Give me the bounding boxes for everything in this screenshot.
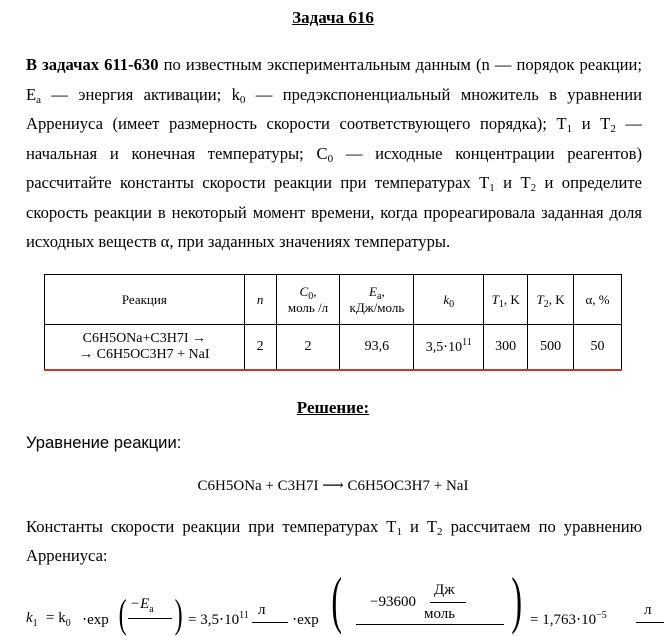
sup: 11 [239, 610, 249, 621]
t1-sym: T [491, 291, 499, 307]
sub: 1 [32, 618, 38, 629]
arrhenius-formula [26, 564, 666, 636]
value-k0 [188, 610, 249, 629]
data-table [44, 274, 622, 371]
paren-open-big: ( [331, 564, 342, 635]
t1-unit: , K [503, 291, 520, 307]
formula-eq1 [46, 610, 71, 629]
sub: a [36, 93, 42, 106]
fraction-line-big [356, 624, 504, 625]
fraction-line [430, 602, 466, 603]
text: и T [401, 517, 438, 536]
header-alpha: α, % [574, 275, 622, 325]
paren-open: ( [118, 591, 127, 636]
sub: 1 [566, 123, 573, 135]
paren-close-big: ) [511, 564, 522, 635]
reaction-equation: C6H5ONa + C3H7I ⟶ C6H5OC3H7 + NaI [197, 478, 469, 494]
sub: 2 [437, 526, 443, 538]
statement-text: по известным экспериментальным данным (n — порядок реакции; E [26, 55, 643, 104]
exp-word-2: ⋅exp [292, 612, 319, 628]
table-header-row [45, 275, 622, 325]
unit-l: л [258, 602, 266, 618]
statement-text: — энергия активации; k [41, 84, 240, 104]
k0-mantissa: 3,5⋅10 [425, 339, 463, 355]
sub: a [149, 604, 154, 615]
unit-mol: моль [424, 606, 456, 622]
cell-k0 [414, 325, 484, 371]
c0-unit: моль /л [287, 299, 329, 315]
header-t1 [484, 275, 528, 325]
sub: a [377, 290, 382, 302]
k0-exponent: 11 [462, 336, 472, 348]
reaction-line-2: → C6H5OC3H7 + NaI [79, 347, 210, 362]
header-ea: $E_a$, кДж/моль [340, 275, 414, 325]
result-unit: л [644, 602, 652, 618]
text: = 1,763⋅10 [530, 612, 597, 628]
solution-title: Решение: [296, 398, 370, 417]
cell-alpha: 50 [574, 325, 622, 371]
sub: 0 [327, 152, 334, 165]
fraction-line [128, 618, 172, 619]
statement-lead: В задачах 611-630 [26, 55, 159, 74]
sub: 0 [65, 618, 71, 629]
text: рассчитаем по уравнению Аррениуса: [26, 517, 642, 565]
text: = 3,5⋅10 [188, 612, 240, 628]
num-value: −93600 [370, 594, 416, 610]
unit-j: Дж [434, 582, 455, 598]
exp-word: ⋅exp [82, 612, 109, 628]
t2-sym: T [536, 291, 544, 307]
problem-title: Задача 616 [292, 8, 374, 27]
paren-close: ) [174, 591, 183, 636]
statement-text: — предэкспоненциальный множитель в уравнении Аррениуса (имеет размерность скорости соответствующего порядка); T [26, 84, 642, 133]
neg-ea [130, 596, 154, 615]
sub: 0 [308, 290, 314, 302]
table-row [45, 325, 622, 371]
reaction-line-1: C6H5ONa+C3H7I → [82, 331, 207, 346]
sup: −5 [596, 610, 607, 621]
header-c0: $C_0$, моль /л [276, 275, 340, 325]
statement-text: — начальная и конечная температуры; C [26, 114, 642, 163]
fraction-line [636, 622, 664, 623]
sub: 2 [543, 298, 549, 310]
k-sym: k [26, 610, 33, 626]
cell-t1: 300 [484, 325, 528, 371]
n-sym: n [256, 291, 264, 307]
header-reaction: Реакция [45, 275, 245, 325]
fraction-line [252, 622, 288, 623]
cell-c0: 2 [276, 325, 340, 371]
t2-unit: , K [548, 291, 565, 307]
statement-text: и определите скорость реакции в некоторый момент времени, когда прореагировала заданная доля исходных веществ α, при заданных значениях температуры. [26, 173, 642, 251]
text: Константы скорости реакции при температурах T [26, 517, 397, 536]
text: = k [46, 610, 66, 626]
statement-text: и T [572, 114, 611, 133]
sub: 1 [498, 298, 504, 310]
header-t2 [528, 275, 574, 325]
c0-sym: C [299, 283, 309, 299]
sub: 0 [449, 298, 455, 310]
formula-lhs [26, 610, 38, 629]
cell-reaction [45, 325, 245, 371]
cell-n: 2 [244, 325, 276, 371]
sub: 2 [610, 123, 616, 135]
sub: 1 [396, 526, 402, 538]
problem-statement [26, 50, 642, 257]
result [530, 610, 607, 629]
cell-ea: 93,6 [340, 325, 414, 371]
ea-unit: кДж/моль [349, 299, 405, 315]
statement-text: — исходные концентрации реагентов) рассчитайте константы скорости реакции при температурах T [26, 143, 642, 192]
sub: 2 [530, 182, 537, 194]
sub: 0 [239, 93, 246, 106]
text: −E [130, 596, 150, 612]
cell-t2: 500 [528, 325, 574, 371]
sub: 1 [489, 182, 495, 194]
reaction-eq-label: Уравнение реакции: [26, 433, 182, 452]
k0-sym: k [443, 291, 450, 307]
ea-sym: E [369, 283, 377, 299]
statement-text: и T [494, 173, 531, 192]
arrhenius-intro [26, 512, 642, 570]
header-n [244, 275, 276, 325]
header-k0 [414, 275, 484, 325]
